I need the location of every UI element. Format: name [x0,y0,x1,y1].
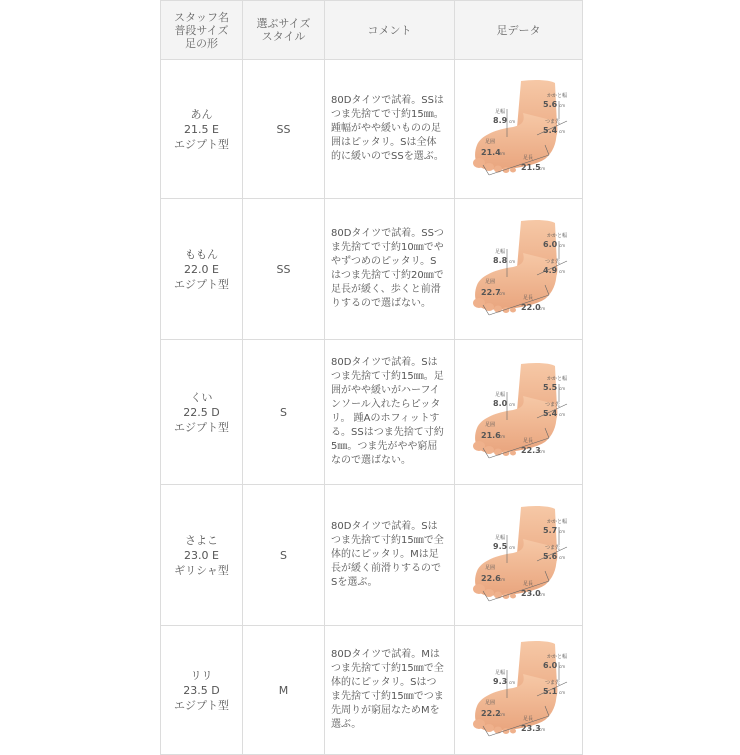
foot-shape: エジプト型 [174,698,229,712]
toe-unit: cm [558,129,565,134]
length-label: 足長 [522,155,533,161]
ball-value: 21.4 [480,148,501,157]
comment-text: 80Dタイツで試着。Sはつま先捨て寸約15㎜で全体的にピッタリ。Mは足長が緩く前滑りするのでSを選ぶ。 [331,521,444,588]
toe-label: つま先 [544,259,560,265]
heel-value: 5.6 [542,100,557,109]
usual-size: 22.0 E [184,262,219,276]
heel-unit: cm [558,243,565,248]
toe-shape [484,446,494,454]
toe-unit: cm [558,269,565,274]
foot-diagram [463,636,575,744]
length-value: 21.5 [520,163,541,172]
instep-unit: cm [508,545,515,550]
instep-label: 足幅 [494,670,505,676]
header-foot-shape: 足の形 [185,36,218,50]
heel-unit: cm [558,386,565,391]
foot-shape: エジプト型 [174,420,229,434]
toe-shape [484,303,494,311]
length-unit: cm [538,449,545,454]
length-value: 22.0 [520,303,541,312]
usual-size: 23.0 E [184,548,219,562]
table-row [161,199,583,340]
staff-name: さよこ [185,533,218,547]
comment-cell [325,199,455,340]
ball-label: 足囲 [484,565,495,571]
toe-label: つま先 [544,680,560,686]
staff-cell [161,60,243,199]
instep-value: 8.0 [492,399,507,408]
comment-cell [325,340,455,485]
ball-label: 足囲 [484,700,495,706]
toe-shape [510,594,516,599]
staff-cell [161,199,243,340]
comment-cell [325,485,455,626]
toe-shape [484,589,494,597]
foot-diagram [463,358,575,466]
header-usual-size: 普段サイズ [174,23,229,37]
table-header-row [161,1,583,60]
ball-unit: cm [498,577,505,582]
ball-value: 21.6 [480,431,501,440]
instep-unit: cm [508,402,515,407]
header-style: スタイル [261,30,306,43]
toe-shape [510,729,516,734]
heel-value: 6.0 [542,661,557,670]
foot-diagram [463,75,575,183]
ball-unit: cm [498,434,505,439]
toe-shape [494,592,502,599]
header-comment: コメント [325,1,455,60]
ball-value: 22.7 [480,288,501,297]
staff-cell [161,626,243,755]
foot-data-cell [455,485,583,626]
toe-shape [494,306,502,313]
ball-value: 22.2 [480,709,501,718]
toe-shape [510,308,516,313]
length-unit: cm [538,306,545,311]
chosen-size: M [243,626,325,755]
toe-shape [494,166,502,173]
chosen-size: S [243,340,325,485]
heel-unit: cm [558,529,565,534]
usual-size: 23.5 D [183,683,220,697]
toe-shape [494,727,502,734]
instep-value: 9.5 [492,542,507,551]
ball-label: 足囲 [484,422,495,428]
header-staff [161,1,243,60]
sizing-table-wrap [160,0,582,755]
staff-sizing-table [160,0,583,755]
toe-shape [473,719,485,729]
toe-shape [473,298,485,308]
toe-value: 5.1 [542,687,557,696]
ball-label: 足囲 [484,139,495,145]
comment-cell [325,626,455,755]
length-label: 足長 [522,581,533,587]
usual-size: 21.5 E [184,122,219,136]
foot-shape: ギリシャ型 [174,563,229,577]
ball-label: 足囲 [484,279,495,285]
comment-text: 80Dタイツで試着。SSつま先捨てで寸約10㎜でややずつめのピッタリ。Sはつま先捨て寸約20㎜で足長が緩く、歩くと前滑りするので選ばない。 [331,228,444,309]
instep-value: 8.8 [492,256,507,265]
length-label: 足長 [522,716,533,722]
toe-label: つま先 [544,402,560,408]
staff-name: ももん [185,247,218,261]
heel-unit: cm [558,664,565,669]
toe-shape [473,584,485,594]
header-chosen-size: 選ぶサイズ [256,17,311,30]
heel-label: かかと幅 [546,233,567,239]
foot-shape: エジプト型 [174,137,229,151]
toe-shape [473,158,485,168]
instep-label: 足幅 [494,392,505,398]
length-unit: cm [538,727,545,732]
comment-text: 80Dタイツで試着。Mはつま先捨て寸約15㎜で全体的にピッタリ。Sはつま先捨て寸約15㎜でつま先周りが窮屈なためMを選ぶ。 [331,649,444,730]
heel-value: 6.0 [542,240,557,249]
header-foot-data: 足データ [455,1,583,60]
foot-data-cell [455,340,583,485]
heel-label: かかと幅 [546,519,567,525]
heel-unit: cm [558,103,565,108]
foot-shape: エジプト型 [174,277,229,291]
chosen-size: S [243,485,325,626]
chosen-size: SS [243,199,325,340]
staff-name: リリ [190,668,213,682]
toe-unit: cm [558,412,565,417]
length-unit: cm [538,166,545,171]
toe-shape [473,441,485,451]
toe-value: 4.9 [542,266,557,275]
instep-label: 足幅 [494,109,505,115]
instep-unit: cm [508,119,515,124]
instep-unit: cm [508,680,515,685]
comment-text: 80Dタイツで試着。Sはつま先捨て寸約15㎜。足囲がやや緩いがハーフインソール入れたらピッタリ。 踵Aのホフィットする。SSはつま先捨て寸約5㎜。つま先がやや窮屈なので選ばない。 [331,357,444,466]
heel-label: かかと幅 [546,654,567,660]
foot-data-cell [455,60,583,199]
instep-unit: cm [508,259,515,264]
table-row [161,340,583,485]
toe-shape [484,163,494,171]
toe-shape [510,168,516,173]
table-row [161,626,583,755]
toe-value: 5.4 [542,409,557,418]
ball-value: 22.6 [480,574,501,583]
toe-unit: cm [558,690,565,695]
comment-text: 80Dタイツで試着。SSはつま先捨てで寸約15㎜。 踵幅がやや緩いものの足囲はピッタリ。Sは全体的に緩いのでSSを選ぶ。 [331,95,444,162]
instep-label: 足幅 [494,535,505,541]
usual-size: 22.5 D [183,405,220,419]
toe-shape [494,449,502,456]
staff-name: あん [190,107,213,121]
header-size [243,1,325,60]
toe-unit: cm [558,555,565,560]
length-label: 足長 [522,295,533,301]
length-value: 23.0 [520,589,541,598]
instep-label: 足幅 [494,249,505,255]
ball-unit: cm [498,291,505,296]
ball-unit: cm [498,712,505,717]
length-value: 23.3 [520,724,541,733]
heel-value: 5.5 [542,383,557,392]
toe-shape [510,451,516,456]
table-row [161,60,583,199]
toe-label: つま先 [544,545,560,551]
length-label: 足長 [522,438,533,444]
instep-value: 9.3 [492,677,507,686]
staff-name: くい [190,390,213,404]
length-unit: cm [538,592,545,597]
chosen-size: SS [243,60,325,199]
comment-cell [325,60,455,199]
length-value: 22.3 [520,446,541,455]
toe-shape [484,724,494,732]
toe-value: 5.6 [542,552,557,561]
foot-data-cell [455,199,583,340]
toe-label: つま先 [544,119,560,125]
foot-diagram [463,501,575,609]
foot-data-cell [455,626,583,755]
heel-label: かかと幅 [546,376,567,382]
header-staff-name: スタッフ名 [174,10,229,24]
heel-value: 5.7 [542,526,557,535]
heel-label: かかと幅 [546,93,567,99]
foot-diagram [463,215,575,323]
staff-cell [161,485,243,626]
ball-unit: cm [498,151,505,156]
staff-cell [161,340,243,485]
table-row [161,485,583,626]
instep-value: 8.9 [492,116,507,125]
toe-value: 5.4 [542,126,557,135]
